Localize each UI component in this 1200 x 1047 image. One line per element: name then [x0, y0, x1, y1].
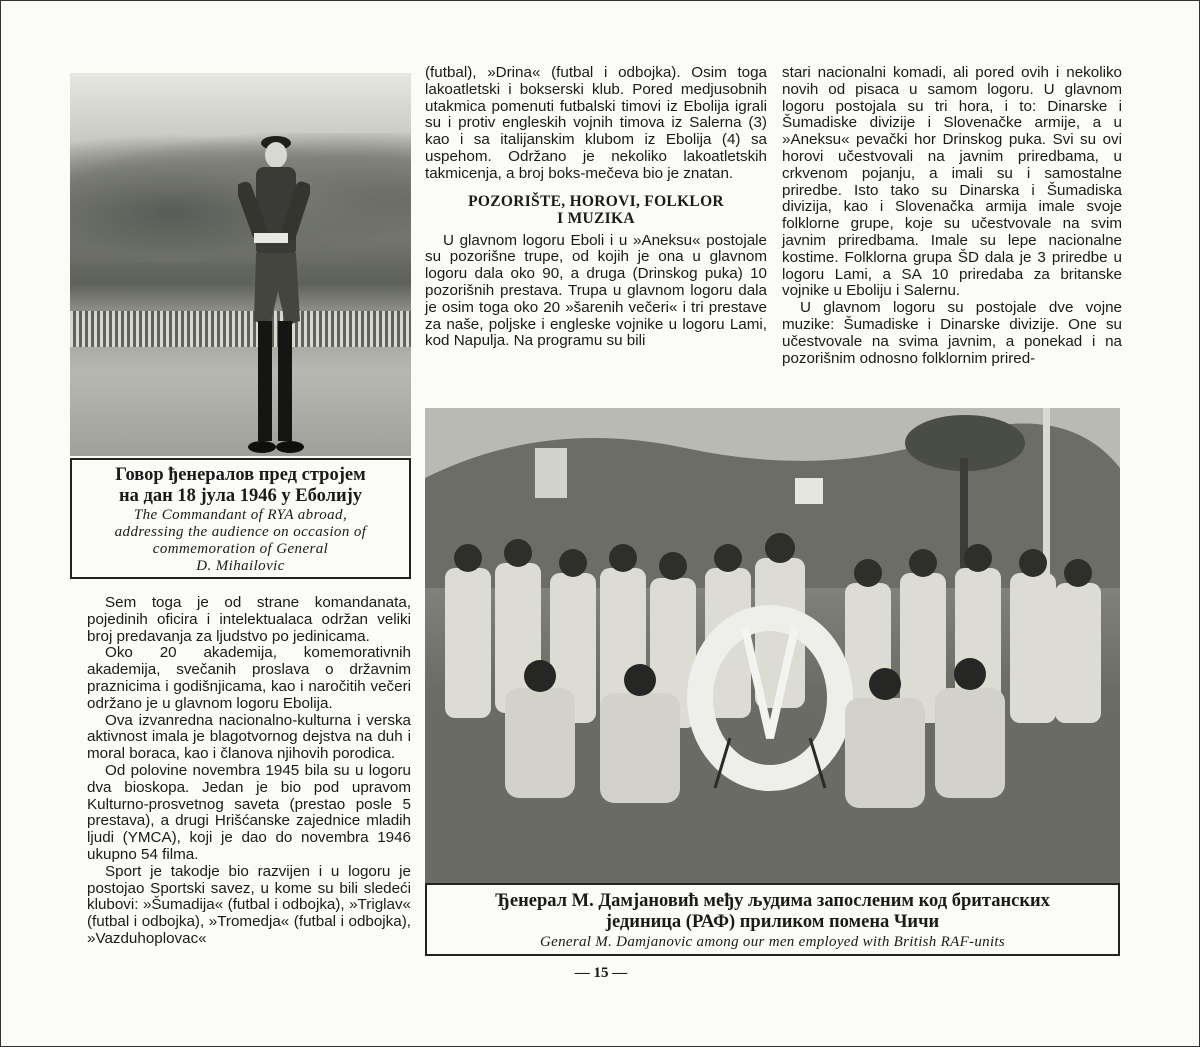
group-photo — [425, 408, 1120, 883]
paragraph: U glavnom logoru Eboli i u »Aneksu« postojale su pozorišne trupe, od kojih je ona u glavnom logoru dala oko 90, a druga (Drinskog puka) 10 pozorišnih prestava. Trupa u glavnom logoru dala je osim toga oko 20 »šarenih večeri« i tri prestave za naše, poljske i engleske vojnike u logoru Lami, kod Napulja. Na programu su bili — [425, 231, 767, 350]
general-figure — [238, 121, 310, 456]
page-number: — 15 — — [574, 965, 628, 981]
caption-1-english-line-2: addressing the audience on occasion of — [114, 524, 367, 540]
column-3-text — [782, 65, 1122, 367]
column-2-text — [425, 65, 767, 350]
photo-caption-1 — [70, 458, 411, 579]
caption-2-english: General M. Damjanovic among our men employed with British RAF-units — [539, 934, 1006, 950]
caption-2-cyrillic-line-2: јединица (РАФ) приликом помена Чичи — [605, 912, 940, 932]
column-1-text — [87, 595, 411, 948]
paragraph: Sport je takodje bio razvijen i u logoru je postojao Sportski savez, u kome su bili sledeći klubovi: »Šumadija« (futbal i odbojka), »Triglav« (futbal i odbojka), »Tromedja« (futbal i odbojka), »Vazduhoplovac« — [87, 862, 411, 947]
paragraph: (futbal), »Drina« (futbal i odbojka). Osim toga lakoatletski i bokserski klub. Pored medjusobnih utakmica pomenuti futbalski timovi iz Ebolija igrali su i protiv engleskih vojnih timova iz Salerna (3) kao i sa italijanskim klubom iz Ebolija (4) sa uspehom. Održano je nekoliko lakoatletskih takmicenja, a broj boks-mečeva bio je znatan. — [425, 64, 767, 182]
caption-1-cyrillic-line-1: Говор ђенералов пред стројем — [115, 465, 366, 485]
caption-1-english-line-3: commemoration of General — [152, 541, 329, 557]
general-speech-photo — [70, 73, 411, 456]
section-heading — [425, 193, 767, 227]
group-photo-illustration — [425, 408, 1120, 883]
paragraph: U glavnom logoru su postojale dve vojne muzike: Šumadiske i Dinarske divizije. One su učestvovale na svima javnim, a ponekad i na pozorišnim odnosno folklornim prired- — [782, 299, 1122, 367]
paragraph: Od polovine novembra 1945 bila su u logoru dva bioskopa. Jedan je bio pod upravom Kulturno-prosvetnog saveta (prestao posle 5 prestava), a drugi Hrišćanske zajednice mladih ljudi (YMCA), koji je dao do novembra 1946 ukupno 54 filma. — [87, 761, 411, 863]
paragraph: Ova izvanredna nacionalno-kulturna i verska aktivnost imala je blagotvornog dejstva na duh i moral boraca, kao i članova njihovih porodica. — [87, 711, 411, 763]
section-heading-line-1: POZORIŠTE, HOROVI, FOLKLOR — [468, 192, 724, 210]
caption-1-cyrillic-line-2: на дан 18 јула 1946 у Еболију — [118, 486, 363, 506]
paragraph: stari nacionalni komadi, ali pored ovih i nekoliko novih od pisaca u samom logoru. U glavnom logoru postojala su tri hora, i to: Dinarske i Šumadiske divizije i Slovenačke armije, a u »Aneksu« pevački hor Drinskog puka. Svi su ovi horovi učestvovali na javnim priredbama, u crkvenom pojanju, a imali su i samostalne priredbe. Isto tako su Dinarska i Šumadiska divizija, kao i Slovenačka armija imale svoje folklorne grupe, koje su učestvovale na svim javnim priredbama. Imale su lepe nacionalne kostime. Folklorna grupa ŠD dala je 3 priredbe u logoru Lami, a SA 10 priredaba za britanske vojnike u Eboliju i Salernu. — [782, 64, 1122, 300]
caption-1-english-line-4: D. Mihailovic — [196, 558, 285, 574]
caption-2-cyrillic-line-1: Ђенерал М. Дамјановић међу људима запосленим код британских — [495, 891, 1050, 911]
paragraph: Oko 20 akademija, komemorativnih akademija, svečanih proslava o državnim praznicima i godišnjicama, kao i naročitih večeri održano je u glavnom logoru Ebolija. — [87, 644, 411, 712]
paragraph: Sem toga je od strane komandanata, pojedinih oficira i intelektualaca održan veliki broj predavanja za ljudstvo po jedinicama. — [87, 594, 411, 645]
caption-1-english-line-1: The Commandant of RYA abroad, — [133, 507, 348, 523]
photo-caption-2 — [425, 883, 1120, 956]
section-heading-line-2: I MUZIKA — [557, 209, 635, 227]
